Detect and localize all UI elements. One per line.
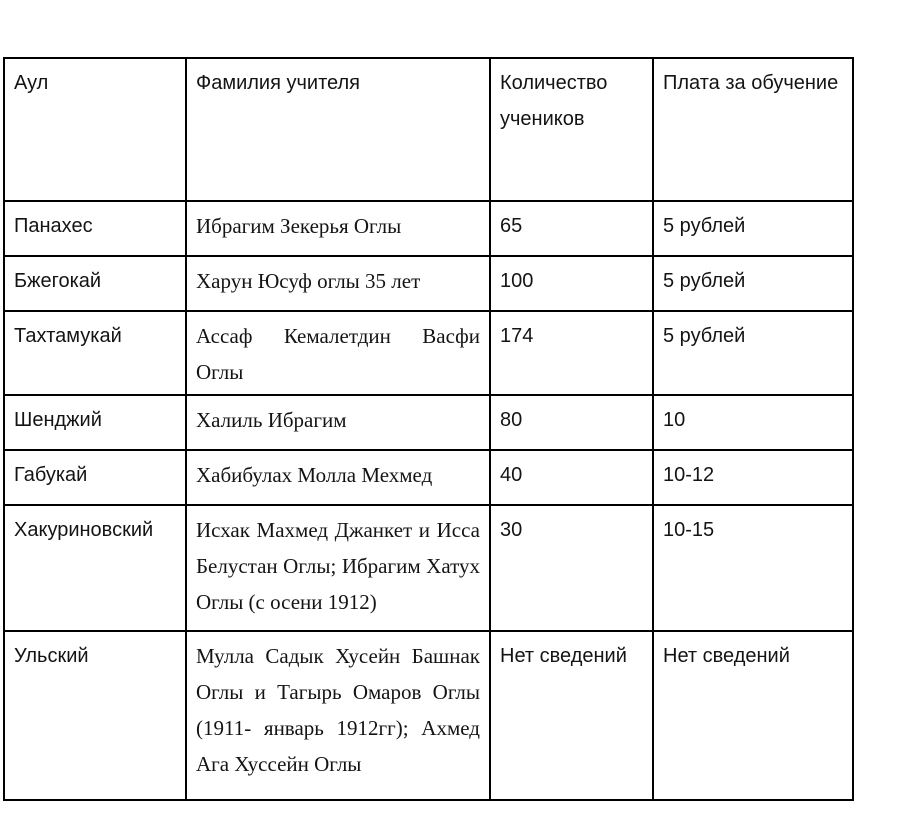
cell-aul: Бжегокай: [4, 256, 186, 311]
table-row: [4, 395, 853, 450]
table-row: [4, 311, 853, 395]
cell-teacher: Хабибулах Молла Мехмед: [186, 450, 490, 505]
table-row: [4, 256, 853, 311]
teachers-table: [3, 57, 854, 801]
cell-students: 80: [490, 395, 653, 450]
cell-fee: 10: [653, 395, 853, 450]
cell-teacher: Мулла Садык Хусейн Башнак Оглы и Тагырь Омаров Оглы (1911- январь 1912гг); Ахмед Ага Хуссейн Оглы: [186, 631, 490, 800]
column-header-fee: Плата за обучение: [653, 58, 853, 201]
cell-fee: 5 рублей: [653, 201, 853, 256]
cell-students: 174: [490, 311, 653, 395]
table-row: [4, 450, 853, 505]
column-header-aul: Аул: [4, 58, 186, 201]
cell-aul: Панахес: [4, 201, 186, 256]
cell-fee: 5 рублей: [653, 256, 853, 311]
header-row: [4, 58, 853, 201]
table-row: [4, 631, 853, 800]
cell-aul: Ульский: [4, 631, 186, 800]
cell-students: 30: [490, 505, 653, 631]
cell-students: 65: [490, 201, 653, 256]
cell-fee: 10-15: [653, 505, 853, 631]
cell-aul: Тахтамукай: [4, 311, 186, 395]
column-header-students: Количество учеников: [490, 58, 653, 201]
cell-students: Нет сведений: [490, 631, 653, 800]
cell-aul: Хакуриновский: [4, 505, 186, 631]
cell-fee: Нет сведений: [653, 631, 853, 800]
cell-fee: 5 рублей: [653, 311, 853, 395]
cell-teacher: Халиль Ибрагим: [186, 395, 490, 450]
table-row: [4, 505, 853, 631]
cell-students: 40: [490, 450, 653, 505]
cell-aul: Шенджий: [4, 395, 186, 450]
table-row: [4, 201, 853, 256]
cell-aul: Габукай: [4, 450, 186, 505]
cell-students: 100: [490, 256, 653, 311]
cell-teacher: Ибрагим Зекерья Оглы: [186, 201, 490, 256]
cell-fee: 10-12: [653, 450, 853, 505]
column-header-teacher: Фамилия учителя: [186, 58, 490, 201]
cell-teacher: Исхак Махмед Джанкет и Исса Белустан Оглы; Ибрагим Хатух Оглы (с осени 1912): [186, 505, 490, 631]
cell-teacher: Ассаф Кемалетдин Васфи Оглы: [186, 311, 490, 395]
cell-teacher: Харун Юсуф оглы 35 лет: [186, 256, 490, 311]
